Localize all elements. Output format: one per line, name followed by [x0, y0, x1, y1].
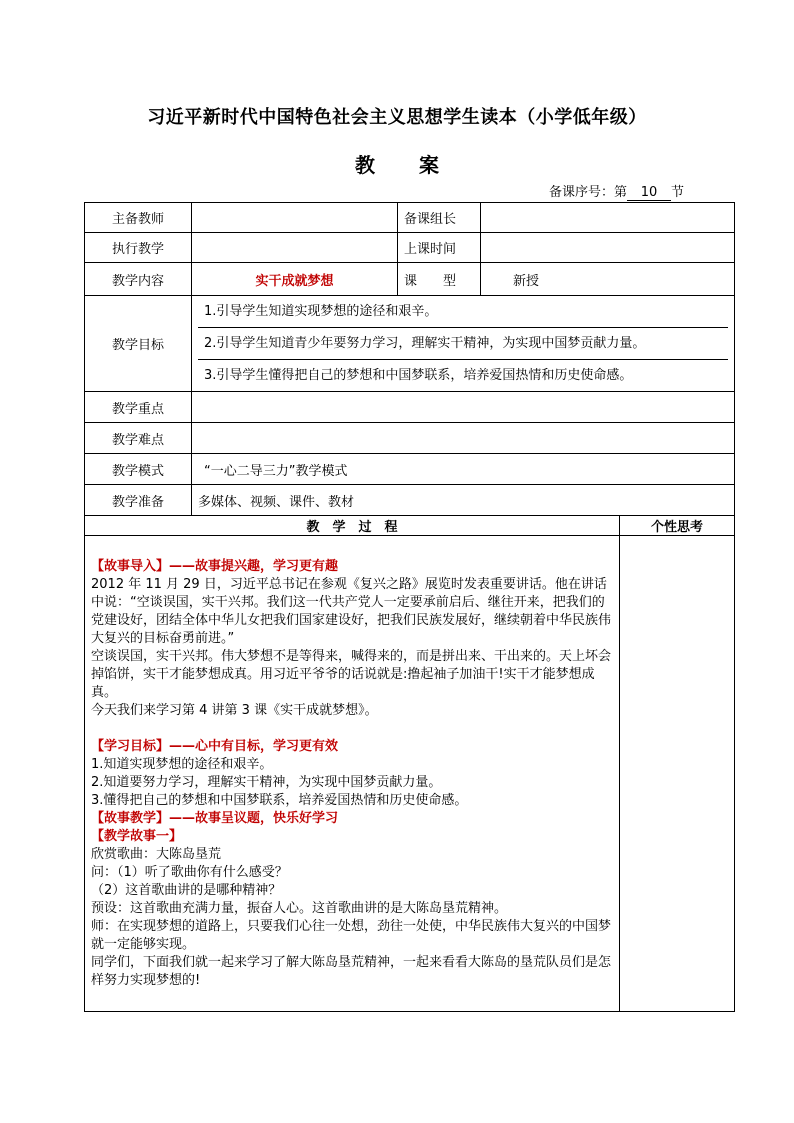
intro-paragraph-1: 2012 年 11 月 29 日，习近平总书记在参观《复兴之路》展览时发表重要讲话。他在讲话中说：“空谈误国，实干兴邦。我们这一代共产党人一定要承前启后、继往开来，把我们的党建设好，团结全体中华儿女把我们国家建设好，把我们民族发展好，继续朝着中华民族伟大复兴的目标奋勇前进。” — [91, 576, 612, 646]
serial-suffix: 节 — [670, 185, 684, 200]
key-points-label: 教学重点 — [85, 392, 192, 423]
process-content — [85, 536, 620, 1012]
row-difficulties — [85, 423, 735, 454]
subtitle-char-1: 教 — [355, 153, 375, 177]
story-one-heading: 【教学故事一】 — [91, 828, 183, 844]
goal-item-2: 2.引导学生知道青少年要努力学习，理解实干精神，为实现中国梦贡献力量。 — [198, 328, 728, 360]
prep-label: 教学准备 — [85, 485, 192, 516]
lead-teacher-label: 主备教师 — [85, 203, 192, 233]
learning-goal-3: 3.懂得把自己的梦想和中国梦联系，培养爱国热情和历史使命感。 — [91, 792, 468, 808]
intro-paragraph-3: 今天我们来学习第 4 讲第 3 课《实干成就梦想》。 — [91, 702, 378, 718]
story-teaching-heading: 【故事教学】——故事呈议题，快乐好学习 — [91, 810, 339, 826]
row-exec — [85, 233, 735, 263]
goals-cell — [192, 296, 735, 392]
key-points-value — [192, 392, 735, 423]
song-line: 欣赏歌曲：大陈岛垦荒 — [91, 846, 222, 862]
learning-goal-2: 2.知道要努力学习，理解实干精神，为实现中国梦贡献力量。 — [91, 774, 442, 790]
reflection-cell — [620, 536, 735, 1012]
content-value: 实干成就梦想 — [192, 263, 398, 296]
row-goals — [85, 296, 735, 392]
intro-paragraph-2: 空谈误国，实干兴邦。伟大梦想不是等得来，喊得来的，而是拼出来、干出来的。天上坏会掉馅饼，实干才能梦想成真。用习近平爷爷的话说就是:撸起袖子加油干!实干才能梦想成真。 — [91, 648, 612, 700]
row-mode — [85, 454, 735, 485]
reflection-header: 个性思考 — [620, 516, 735, 536]
group-leader-label: 备课组长 — [398, 203, 481, 233]
lesson-plan-table — [84, 202, 735, 1012]
row-prep — [85, 485, 735, 516]
serial-prefix: 备课序号：第 — [548, 185, 627, 200]
goal-item-3: 3.引导学生懂得把自己的梦想和中国梦联系，培养爱国热情和历史使命感。 — [204, 368, 633, 383]
question-1: 问：（1）听了歌曲你有什么感受？ — [91, 864, 288, 880]
mode-label: 教学模式 — [85, 454, 192, 485]
preset-answer: 预设：这首歌曲充满力量，振奋人心。这首歌曲讲的是大陈岛垦荒精神。 — [91, 900, 508, 916]
exec-label: 执行教学 — [85, 233, 192, 263]
type-label: 课 型 — [398, 263, 481, 296]
subtitle-char-2: 案 — [419, 153, 439, 177]
lesson-serial — [549, 181, 684, 201]
content-label: 教学内容 — [85, 263, 192, 296]
serial-number: 10 — [627, 185, 671, 201]
row-key-points — [85, 392, 735, 423]
question-2: （2）这首歌曲讲的是哪种精神？ — [91, 882, 282, 898]
exec-value — [192, 233, 398, 263]
goal-item-1: 1.引导学生知道实现梦想的途径和艰辛。 — [198, 296, 728, 328]
row-process-header — [85, 516, 735, 536]
teacher-remark: 师：在实现梦想的道路上，只要我们心往一处想，劲往一处使，中华民族伟大复兴的中国梦就一定能够实现。 — [91, 918, 612, 952]
document-subtitle — [0, 149, 794, 178]
closing-remark: 同学们，下面我们就一起来学习了解大陈岛垦荒精神，一起来看看大陈岛的垦荒队员们是怎样努力实现梦想的! — [91, 954, 612, 988]
type-value: 新授 — [481, 263, 735, 296]
prep-value: 多媒体、视频、课件、教材 — [192, 485, 735, 516]
lead-teacher-value — [192, 203, 398, 233]
row-teachers — [85, 203, 735, 233]
class-time-label: 上课时间 — [398, 233, 481, 263]
class-time-value — [481, 233, 735, 263]
spacer — [91, 720, 613, 738]
row-content — [85, 263, 735, 296]
process-header: 教 学 过 程 — [85, 516, 620, 536]
difficulties-value — [192, 423, 735, 454]
difficulties-label: 教学难点 — [85, 423, 192, 454]
row-process-body — [85, 536, 735, 1012]
document-title: 习近平新时代中国特色社会主义思想学生读本（小学低年级） — [147, 107, 647, 128]
intro-heading: 【故事导入】——故事提兴趣，学习更有趣 — [91, 558, 339, 574]
learning-goal-1: 1.知道实现梦想的途径和艰辛。 — [91, 756, 273, 772]
goals-label: 教学目标 — [85, 296, 192, 392]
group-leader-value — [481, 203, 735, 233]
mode-value: “一心二导三力”教学模式 — [192, 454, 735, 485]
learning-goals-heading: 【学习目标】——心中有目标，学习更有效 — [91, 738, 339, 754]
